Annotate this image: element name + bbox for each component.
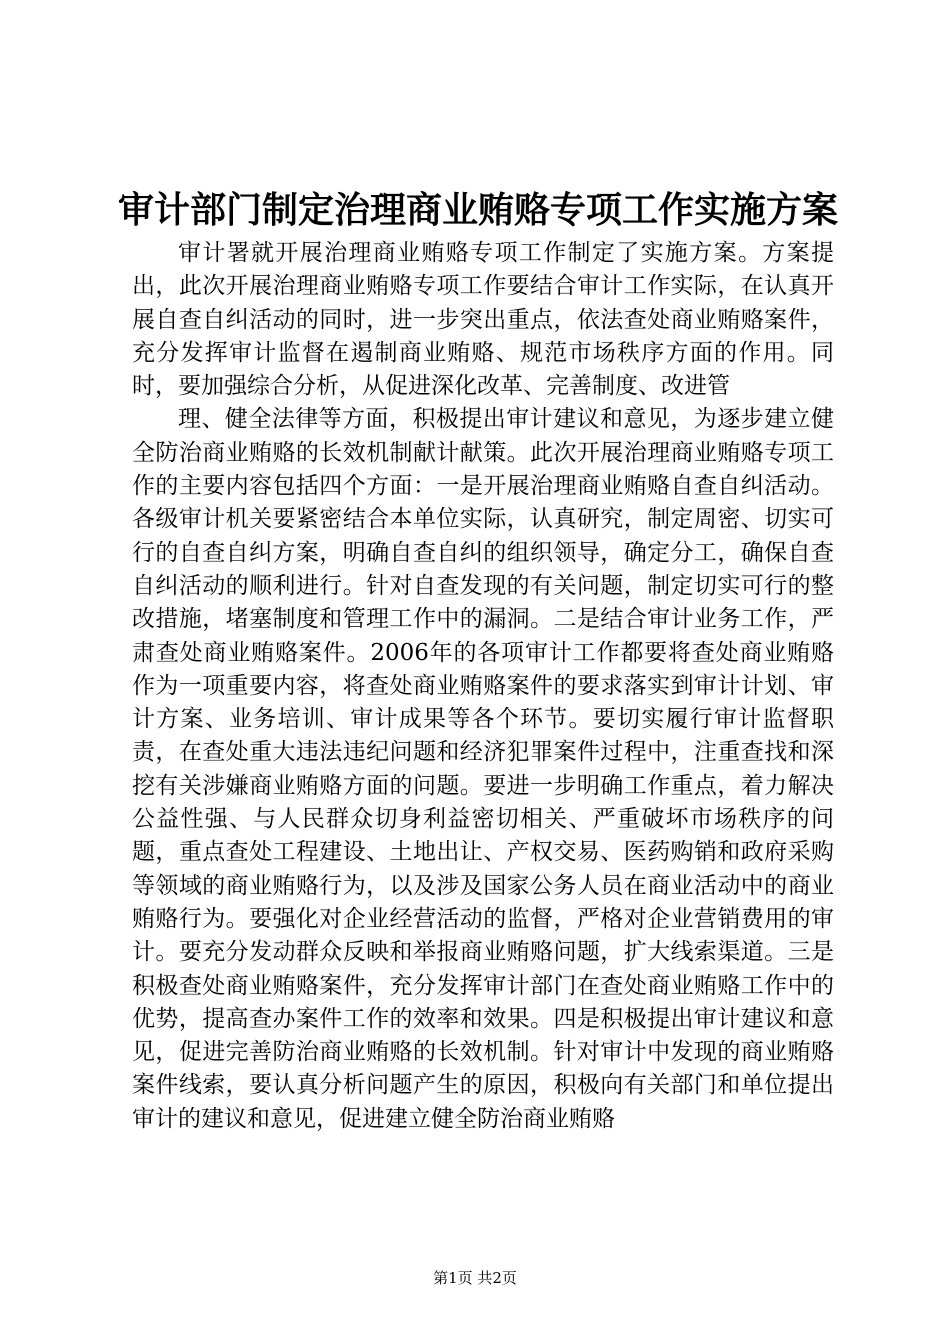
document-body xyxy=(132,237,834,1136)
page-footer: 第1页 共2页 xyxy=(433,1269,517,1287)
paragraph-1: 审计署就开展治理商业贿赂专项工作制定了实施方案。方案提出，此次开展治理商业贿赂专项工作要结合审计工作实际，在认真开展自查自纠活动的同时，进一步突出重点，依法查处商业贿赂案件，充分发挥审计监督在遏制商业贿赂、规范市场秩序方面的作用。同时，要加强综合分析，从促进深化改革、完善制度、改进管 xyxy=(132,240,834,400)
paragraph-2: 理、健全法律等方面，积极提出审计建议和意见，为逐步建立健全防治商业贿赂的长效机制献计献策。此次开展治理商业贿赂专项工作的主要内容包括四个方面：一是开展治理商业贿赂自查自纠活动。各级审计机关要紧密结合本单位实际，认真研究，制定周密、切实可行的自查自纠方案，明确自查自纠的组织领导，确定分工，确保自查自纠活动的顺利进行。针对自查发现的有关问题，制定切实可行的整改措施，堵塞制度和管理工作中的漏洞。二是结合审计业务工作，严肃查处商业贿赂案件。2006年的各项审计工作都要将查处商业贿赂作为一项重要内容，将查处商业贿赂案件的要求落实到审计计划、审计方案、业务培训、审计成果等各个环节。要切实履行审计监督职责，在查处重大违法违纪问题和经济犯罪案件过程中，注重查找和深挖有关涉嫌商业贿赂方面的问题。要进一步明确工作重点，着力解决公益性强、与人民群众切身利益密切相关、严重破坏市场秩序的问题，重点查处工程建设、土地出让、产权交易、医药购销和政府采购等领域的商业贿赂行为，以及涉及国家公务人员在商业活动中的商业贿赂行为。要强化对企业经营活动的监督，严格对企业营销费用的审计。要充分发动群众反映和举报商业贿赂问题，扩大线索渠道。三是积极查处商业贿赂案件，充分发挥审计部门在查处商业贿赂工作中的优势，提高查办案件工作的效率和效果。四是积极提出审计建议和意见，促进完善防治商业贿赂的长效机制。针对审计中发现的商业贿赂案件线索，要认真分析问题产生的原因，积极向有关部门和单位提出审计的建议和意见，促进建立健全防治商业贿赂 xyxy=(132,406,834,1132)
document-title: 审计部门制定治理商业贿赂专项工作实施方案 xyxy=(118,189,839,231)
